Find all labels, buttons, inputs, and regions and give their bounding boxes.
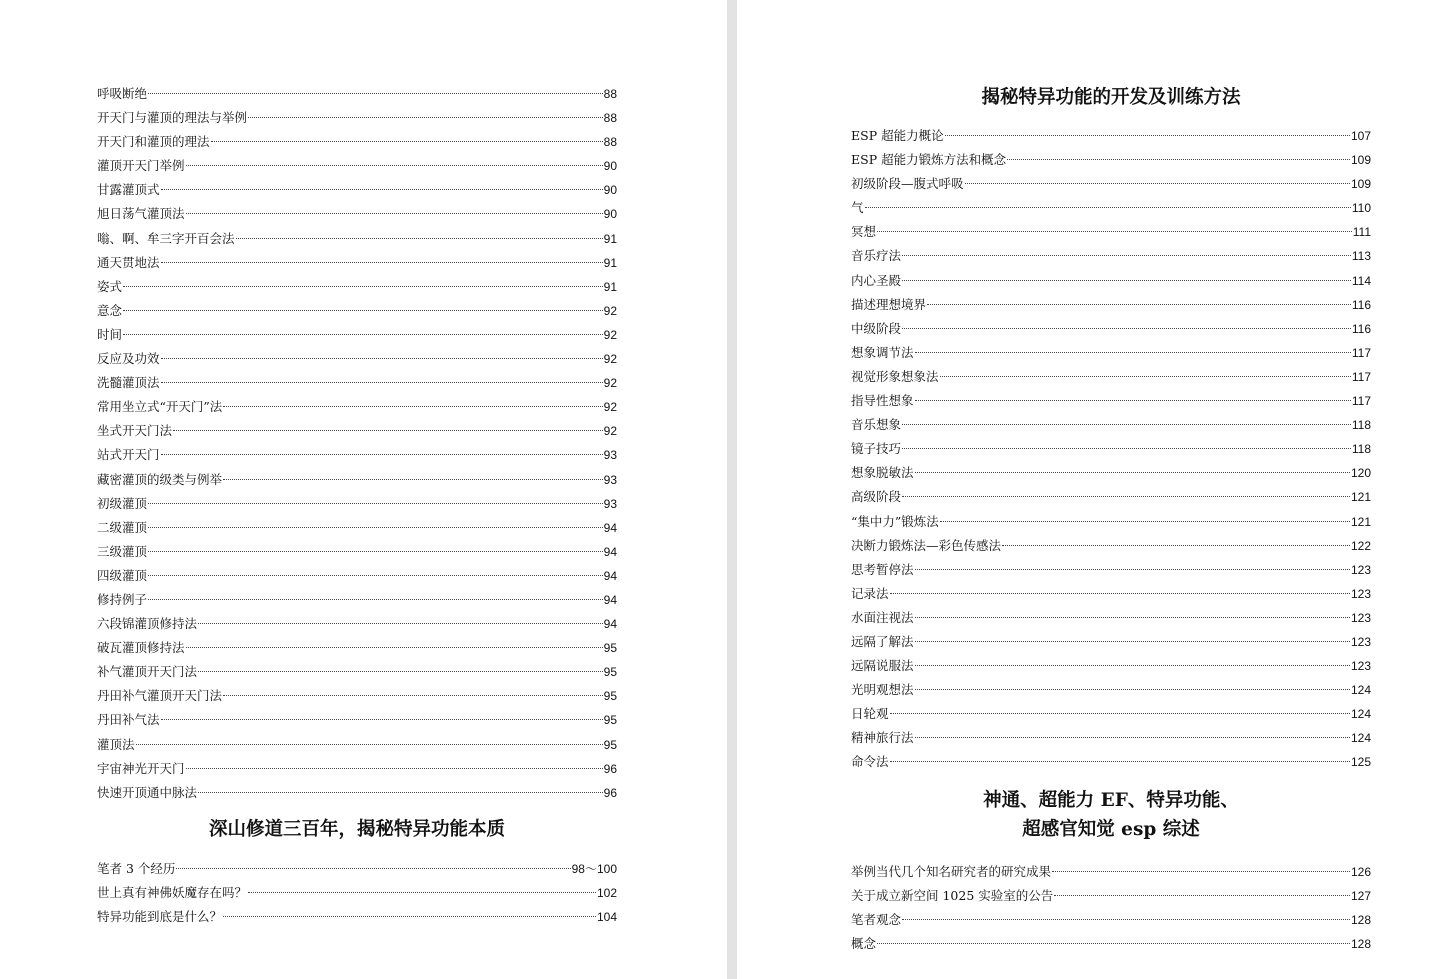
toc-entry-title: 补气灌顶开天门法: [97, 664, 198, 680]
section-heading-line: 超感官知觉 esp 综述: [1022, 819, 1200, 840]
toc-entry[interactable]: [97, 154, 617, 178]
toc-entry-page-number: 127: [1350, 889, 1371, 904]
toc-entry-title: 姿式: [97, 278, 123, 294]
toc-entry-page-number: 92: [603, 303, 617, 318]
toc-entry[interactable]: [97, 857, 617, 881]
toc-entry-title: 远隔了解法: [851, 633, 914, 649]
toc-entry-title: 日轮观: [851, 706, 889, 722]
toc-entry-page-number: 92: [603, 424, 617, 439]
toc-entry[interactable]: [97, 588, 617, 612]
toc-entry[interactable]: [97, 299, 617, 323]
toc-entry-title: 通天贯地法: [97, 254, 160, 270]
dot-leader: [223, 695, 603, 696]
toc-entry[interactable]: [97, 251, 617, 275]
dot-leader: [877, 231, 1352, 232]
dot-leader: [1007, 159, 1350, 160]
dot-leader: [161, 382, 603, 383]
toc-entry-page-number: 94: [603, 592, 617, 607]
toc-entry-title: 嗡、啊、牟三字开百会法: [97, 230, 235, 246]
dot-leader: [915, 617, 1350, 618]
toc-entry[interactable]: [851, 293, 1371, 317]
toc-entry-page-number: 118: [1351, 442, 1371, 457]
toc-entry-page-number: 91: [603, 255, 617, 270]
toc-entry[interactable]: [97, 395, 617, 419]
toc-entry-page-number: 102: [596, 886, 617, 901]
toc-entry-title: 冥想: [851, 224, 877, 240]
dot-leader: [148, 575, 603, 576]
dot-leader: [890, 713, 1350, 714]
toc-entry-title: 开天门和灌顶的理法: [97, 134, 210, 150]
toc-entry[interactable]: [851, 908, 1371, 932]
dot-leader: [902, 255, 1351, 256]
toc-entry[interactable]: [851, 654, 1371, 678]
dot-leader: [1054, 895, 1350, 896]
toc-entry-page-number: 96: [603, 785, 617, 800]
toc-entry[interactable]: [97, 323, 617, 347]
dot-leader: [148, 551, 603, 552]
dot-leader: [223, 406, 602, 407]
dot-leader: [915, 737, 1350, 738]
toc-entry[interactable]: [851, 461, 1371, 485]
dot-leader: [176, 868, 570, 869]
toc-entry[interactable]: [97, 708, 617, 732]
toc-entry-title: 旭日荡气灌顶法: [97, 206, 185, 222]
toc-entry-page-number: 94: [603, 617, 617, 632]
dot-leader: [186, 213, 603, 214]
toc-entry[interactable]: [851, 582, 1371, 606]
toc-entry[interactable]: [851, 196, 1371, 220]
dot-leader: [902, 496, 1350, 497]
toc-entry[interactable]: [97, 636, 617, 660]
toc-entry-page-number: 90: [603, 183, 617, 198]
dot-leader: [161, 454, 603, 455]
dot-leader: [161, 719, 603, 720]
toc-entry[interactable]: [97, 757, 617, 781]
toc-entry-page-number: 123: [1350, 659, 1371, 674]
dot-leader: [902, 919, 1350, 920]
toc-entry-page-number: 91: [603, 279, 617, 294]
toc-entry-title: 呼吸断绝: [97, 86, 148, 101]
dot-leader: [136, 744, 603, 745]
toc-entry[interactable]: [851, 244, 1371, 268]
toc-entry-title: 思考暂停法: [851, 561, 914, 577]
dot-leader: [186, 165, 603, 166]
toc-entry-page-number: 113: [1351, 249, 1371, 264]
toc-entry-title: 三级灌顶: [97, 543, 148, 559]
toc-entry[interactable]: [97, 733, 617, 757]
toc-entry-title: 丹田补气法: [97, 712, 160, 728]
toc-entry-page-number: 104: [596, 910, 617, 925]
toc-entry-title: 音乐疗法: [851, 248, 902, 264]
dot-leader: [927, 304, 1351, 305]
toc-entry-title: 洗髓灌顶法: [97, 375, 160, 391]
toc-entry-title: 初级阶段—腹式呼吸: [851, 176, 964, 192]
toc-entry-title: 气: [851, 200, 864, 216]
toc-entry-title: 视觉形象想象法: [851, 368, 939, 384]
toc-entry[interactable]: [97, 227, 617, 251]
toc-entry-page-number: 92: [603, 352, 617, 367]
toc-list: [97, 82, 617, 805]
dot-leader: [248, 892, 596, 893]
toc-entry-page-number: 94: [603, 520, 617, 535]
toc-list: [851, 124, 1371, 775]
dot-leader: [198, 671, 603, 672]
toc-entry-page-number: 116: [1351, 297, 1371, 312]
toc-entry-page-number: 92: [603, 376, 617, 391]
toc-entry[interactable]: [851, 148, 1371, 172]
toc-entry-page-number: 95: [603, 689, 617, 704]
dot-leader: [186, 768, 603, 769]
toc-entry[interactable]: [851, 630, 1371, 654]
toc-entry-title: 记录法: [851, 585, 889, 601]
toc-entry-title: 命令法: [851, 754, 889, 770]
toc-entry[interactable]: [851, 932, 1371, 956]
dot-leader: [148, 527, 603, 528]
toc-entry-title: 意念: [97, 302, 123, 318]
dot-leader: [965, 183, 1350, 184]
toc-entry[interactable]: [97, 905, 617, 929]
toc-entry-title: 精神旅行法: [851, 730, 914, 746]
toc-entry-page-number: 126: [1350, 865, 1371, 879]
toc-entry-page-number: 123: [1350, 562, 1371, 577]
dot-leader: [902, 280, 1351, 281]
dot-leader: [902, 448, 1351, 449]
toc-entry-title: 水面注视法: [851, 609, 914, 625]
toc-entry-page-number: 88: [603, 111, 617, 126]
dot-leader: [161, 189, 603, 190]
toc-entry-page-number: 116: [1351, 321, 1371, 336]
toc-entry-page-number: 121: [1350, 490, 1371, 505]
toc-entry[interactable]: [851, 606, 1371, 630]
toc-entry[interactable]: [851, 884, 1371, 908]
toc-entry-title: 灌顶开天门举例: [97, 158, 185, 174]
toc-entry-title: 破瓦灌顶修持法: [97, 640, 185, 656]
toc-entry[interactable]: [97, 612, 617, 636]
dot-leader: [915, 665, 1350, 666]
toc-entry[interactable]: [97, 660, 617, 684]
toc-entry-title: 六段锦灌顶修持法: [97, 616, 198, 632]
dot-leader: [1052, 871, 1350, 872]
dot-leader: [123, 334, 603, 335]
dot-leader: [915, 352, 1351, 353]
dot-leader: [236, 238, 603, 239]
dot-leader: [211, 141, 603, 142]
toc-entry-page-number: 91: [603, 231, 617, 246]
toc-entry-title: 丹田补气灌顶开天门法: [97, 688, 223, 704]
toc-entry-page-number: 124: [1350, 683, 1371, 698]
toc-entry[interactable]: [97, 540, 617, 564]
toc-entry-page-number: 98～100: [571, 862, 617, 876]
toc-entry-title: 灌顶法: [97, 736, 135, 752]
toc-entry-page-number: 94: [603, 568, 617, 583]
toc-entry-page-number: 111: [1352, 225, 1371, 240]
document-page-right: [737, 0, 1440, 979]
toc-entry[interactable]: [97, 347, 617, 371]
toc-entry[interactable]: [851, 485, 1371, 509]
toc-entry[interactable]: [851, 678, 1371, 702]
toc-entry-title: 藏密灌顶的级类与例举: [97, 471, 223, 487]
toc-entry-title: 关于成立新空间 1025 实验室的公告: [851, 888, 1054, 904]
toc-entry-title: 修持例子: [97, 591, 148, 607]
toc-entry-title: 概念: [851, 936, 877, 952]
dot-leader: [123, 286, 603, 287]
toc-entry[interactable]: [97, 443, 617, 467]
toc-entry-title: 甘露灌顶式: [97, 182, 160, 198]
dot-leader: [123, 310, 603, 311]
toc-entry-title: 内心圣殿: [851, 272, 902, 288]
toc-entry-title: 反应及功效: [97, 351, 160, 367]
toc-entry-page-number: 125: [1350, 755, 1371, 770]
toc-entry-page-number: 88: [603, 87, 617, 101]
toc-entry[interactable]: [97, 684, 617, 708]
toc-entry-page-number: 121: [1350, 514, 1371, 529]
toc-entry-title: 描述理想境界: [851, 296, 927, 312]
toc-entry-page-number: 95: [603, 737, 617, 752]
toc-entry-page-number: 124: [1350, 707, 1371, 722]
section-heading-line: 神通、超能力 EF、特异功能、: [983, 790, 1239, 811]
toc-entry[interactable]: [97, 371, 617, 395]
toc-entry-title: 站式开天门: [97, 447, 160, 463]
toc-entry-page-number: 107: [1350, 129, 1371, 143]
dot-leader: [865, 207, 1351, 208]
toc-entry[interactable]: [851, 365, 1371, 389]
toc-entry[interactable]: [97, 419, 617, 443]
dot-leader: [915, 472, 1350, 473]
toc-entry-page-number: 88: [603, 135, 617, 150]
dot-leader: [186, 647, 603, 648]
toc-entry-title: 四级灌顶: [97, 567, 148, 583]
toc-entry-title: 远隔说服法: [851, 658, 914, 674]
toc-entry-title: 想象脱敏法: [851, 465, 914, 481]
dot-leader: [902, 328, 1351, 329]
dot-leader: [890, 593, 1350, 594]
toc-entry[interactable]: [851, 534, 1371, 558]
toc-entry-title: 常用坐立式“开天门”法: [97, 399, 223, 415]
dot-leader: [940, 376, 1351, 377]
page-gap: [727, 0, 737, 979]
toc-entry-page-number: 109: [1350, 177, 1371, 192]
dot-leader: [198, 623, 603, 624]
toc-entry[interactable]: [97, 82, 617, 106]
dot-leader: [915, 400, 1351, 401]
toc-list: [97, 857, 617, 929]
toc-entry[interactable]: [851, 702, 1371, 726]
toc-entry[interactable]: [97, 781, 617, 805]
toc-entry[interactable]: [97, 516, 617, 540]
toc-entry[interactable]: [97, 275, 617, 299]
toc-entry-page-number: 114: [1351, 273, 1371, 288]
dot-leader: [223, 916, 596, 917]
dot-leader: [148, 503, 603, 504]
toc-entry-page-number: 117: [1351, 345, 1371, 360]
toc-entry[interactable]: [851, 860, 1371, 884]
toc-entry[interactable]: [97, 468, 617, 492]
section-heading: 揭秘特异功能的开发及训练方法: [981, 87, 1241, 108]
dot-leader: [161, 262, 603, 263]
toc-entry-page-number: 92: [603, 327, 617, 342]
toc-entry-title: “集中力”锻炼法: [851, 513, 939, 529]
toc-entry-page-number: 92: [603, 400, 617, 415]
dot-leader: [223, 479, 603, 480]
toc-entry-page-number: 95: [603, 665, 617, 680]
toc-entry-title: 音乐想象: [851, 417, 902, 433]
toc-entry[interactable]: [97, 881, 617, 905]
toc-entry-title: 时间: [97, 326, 123, 342]
dot-leader: [198, 792, 603, 793]
toc-entry-title: 坐式开天门法: [97, 423, 173, 439]
toc-entry-title: 二级灌顶: [97, 519, 148, 535]
dot-leader: [173, 430, 603, 431]
toc-entry[interactable]: [851, 750, 1371, 774]
toc-entry-title: ESP 超能力锻炼方法和概念: [851, 152, 1007, 168]
toc-entry-title: 开天门与灌顶的理法与举例: [97, 110, 248, 126]
toc-entry-page-number: 90: [603, 159, 617, 174]
toc-entry-page-number: 123: [1350, 586, 1371, 601]
toc-entry-page-number: 118: [1351, 418, 1371, 433]
toc-entry[interactable]: [97, 202, 617, 226]
toc-entry[interactable]: [851, 437, 1371, 461]
dot-leader: [1002, 545, 1350, 546]
toc-entry-title: 镜子技巧: [851, 441, 902, 457]
toc-entry[interactable]: [97, 178, 617, 202]
dot-leader: [940, 521, 1350, 522]
toc-entry[interactable]: [97, 130, 617, 154]
toc-entry[interactable]: [97, 492, 617, 516]
toc-entry-title: 想象调节法: [851, 344, 914, 360]
section-heading: 深山修道三百年，揭秘特异功能本质: [208, 819, 505, 840]
toc-entry[interactable]: [851, 341, 1371, 365]
toc-entry-page-number: 117: [1351, 369, 1371, 384]
toc-entry[interactable]: [851, 726, 1371, 750]
toc-entry-page-number: 90: [603, 207, 617, 222]
toc-entry-title: 特异功能到底是什么？: [97, 909, 223, 925]
toc-entry-page-number: 117: [1351, 394, 1371, 409]
toc-entry-page-number: 95: [603, 641, 617, 656]
toc-entry-page-number: 128: [1350, 937, 1371, 952]
toc-entry[interactable]: [851, 269, 1371, 293]
toc-entry-page-number: 109: [1350, 153, 1371, 168]
toc-entry-title: 指导性想象: [851, 393, 914, 409]
toc-entry-page-number: 93: [603, 496, 617, 511]
toc-entry-title: 举例当代几个知名研究者的研究成果: [851, 864, 1052, 879]
toc-entry-title: 初级灌顶: [97, 495, 148, 511]
toc-entry-title: 笔者观念: [851, 912, 902, 928]
toc-entry[interactable]: [851, 317, 1371, 341]
toc-entry-page-number: 93: [603, 448, 617, 463]
toc-entry-title: 中级阶段: [851, 320, 902, 336]
toc-entry[interactable]: [851, 510, 1371, 534]
toc-entry[interactable]: [97, 106, 617, 130]
toc-entry-page-number: 123: [1350, 610, 1371, 625]
toc-entry[interactable]: [851, 220, 1371, 244]
dot-leader: [915, 641, 1350, 642]
toc-entry-page-number: 96: [603, 761, 617, 776]
toc-entry[interactable]: [851, 413, 1371, 437]
toc-entry[interactable]: [851, 172, 1371, 196]
dot-leader: [915, 569, 1350, 570]
dot-leader: [902, 424, 1351, 425]
dot-leader: [148, 599, 603, 600]
toc-entry-page-number: 93: [603, 472, 617, 487]
toc-entry-page-number: 95: [603, 713, 617, 728]
toc-entry-page-number: 94: [603, 544, 617, 559]
dot-leader: [945, 135, 1350, 136]
toc-list: [851, 860, 1371, 956]
toc-entry-title: 高级阶段: [851, 489, 902, 505]
section-heading: [851, 786, 1371, 844]
dot-leader: [248, 117, 603, 118]
toc-entry-title: ESP 超能力概论: [851, 128, 944, 143]
dot-leader: [148, 93, 603, 94]
dot-leader: [915, 689, 1350, 690]
toc-entry-title: 世上真有神佛妖魔存在吗？: [97, 885, 248, 901]
toc-entry-page-number: 120: [1350, 466, 1371, 481]
toc-entry-title: 宇宙神光开天门: [97, 760, 185, 776]
dot-leader: [890, 761, 1350, 762]
toc-entry-page-number: 122: [1350, 538, 1371, 553]
toc-entry-title: 光明观想法: [851, 682, 914, 698]
dot-leader: [161, 358, 603, 359]
toc-entry[interactable]: [97, 564, 617, 588]
toc-entry-title: 快速开顶通中脉法: [97, 784, 198, 800]
dot-leader: [877, 943, 1350, 944]
toc-entry-page-number: 128: [1350, 913, 1371, 928]
toc-entry-title: 笔者 3 个经历: [97, 861, 176, 876]
toc-entry-title: 决断力锻炼法—彩色传感法: [851, 537, 1002, 553]
toc-entry[interactable]: [851, 389, 1371, 413]
toc-entry[interactable]: [851, 124, 1371, 148]
toc-entry-page-number: 124: [1350, 731, 1371, 746]
toc-entry-page-number: 110: [1351, 201, 1371, 216]
toc-entry-page-number: 123: [1350, 634, 1371, 649]
toc-entry[interactable]: [851, 558, 1371, 582]
